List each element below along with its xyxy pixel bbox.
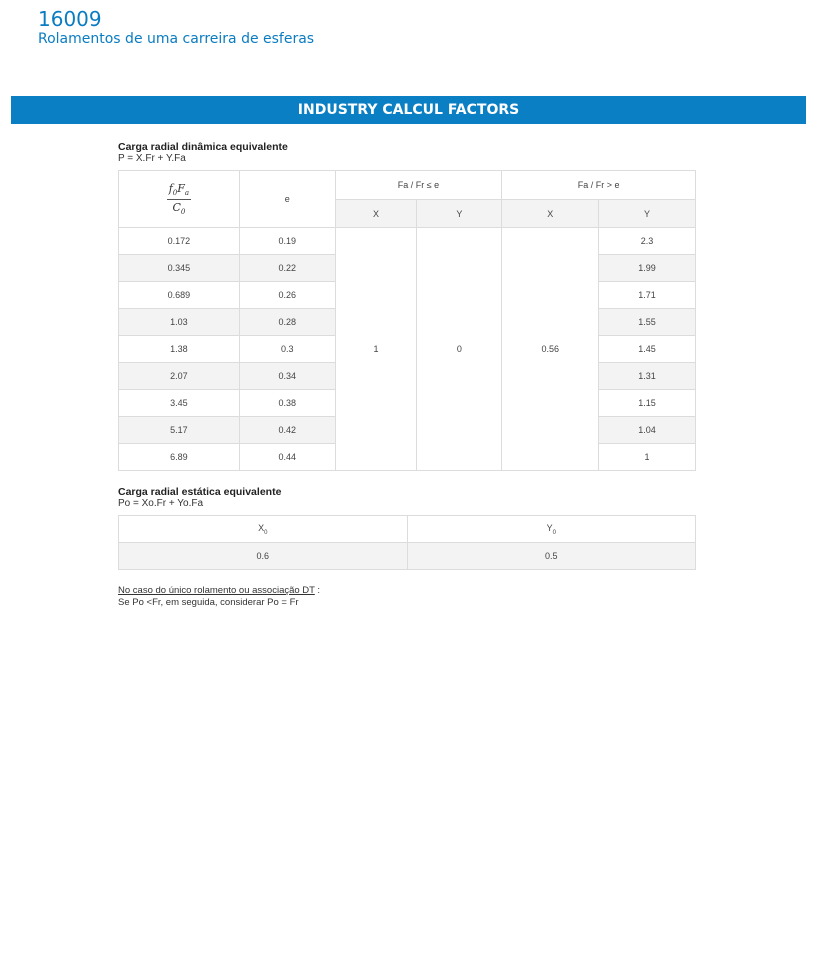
e-cell: 0.28 bbox=[239, 309, 335, 336]
group2-y-cell: 2.3 bbox=[599, 228, 696, 255]
x0-header-label: X bbox=[258, 522, 265, 533]
section-band bbox=[11, 96, 806, 124]
static-load-heading bbox=[118, 486, 281, 510]
ratio-cell: 3.45 bbox=[119, 390, 240, 417]
e-cell: 0.19 bbox=[239, 228, 335, 255]
group2-x-value: 0.56 bbox=[502, 228, 599, 471]
group2-header: Fa / Fr > e bbox=[502, 171, 696, 200]
y0-header-label: Y bbox=[546, 522, 553, 533]
ratio-cell: 0.345 bbox=[119, 255, 240, 282]
group2-y-header: Y bbox=[599, 200, 696, 228]
bearing-code: 16009 bbox=[38, 7, 102, 31]
x0-header-sub: 0 bbox=[264, 529, 268, 536]
group2-y-cell: 1.71 bbox=[599, 282, 696, 309]
group2-y-cell: 1.15 bbox=[599, 390, 696, 417]
group2-y-cell: 1.31 bbox=[599, 363, 696, 390]
note-heading-colon: : bbox=[314, 585, 321, 596]
dynamic-load-title: Carga radial dinâmica equivalente bbox=[118, 141, 288, 153]
ratio-cell: 5.17 bbox=[119, 417, 240, 444]
group1-y-header: Y bbox=[417, 200, 502, 228]
single-bearing-note bbox=[118, 585, 320, 609]
x0-header bbox=[119, 516, 408, 543]
note-line-1 bbox=[118, 585, 320, 597]
y0-header bbox=[407, 516, 696, 543]
x0-value: 0.6 bbox=[119, 543, 408, 570]
ratio-cell: 1.03 bbox=[119, 309, 240, 336]
group2-x-header: X bbox=[502, 200, 599, 228]
e-cell: 0.42 bbox=[239, 417, 335, 444]
table-row bbox=[119, 228, 696, 255]
group2-y-cell: 1.55 bbox=[599, 309, 696, 336]
ratio-cell: 1.38 bbox=[119, 336, 240, 363]
group2-y-cell: 1 bbox=[599, 444, 696, 471]
e-cell: 0.44 bbox=[239, 444, 335, 471]
e-cell: 0.38 bbox=[239, 390, 335, 417]
e-cell: 0.26 bbox=[239, 282, 335, 309]
ratio-formula-symbol: $\frac{f_0F_a}{C_0}$ bbox=[168, 182, 190, 216]
ratio-cell: 2.07 bbox=[119, 363, 240, 390]
e-header: e bbox=[239, 171, 335, 228]
dynamic-load-heading bbox=[118, 141, 288, 165]
ratio-header bbox=[119, 171, 240, 228]
static-load-formula: Po = Xo.Fr + Yo.Fa bbox=[118, 498, 204, 509]
ratio-cell: 6.89 bbox=[119, 444, 240, 471]
group1-y-value: 0 bbox=[417, 228, 502, 471]
e-cell: 0.22 bbox=[239, 255, 335, 282]
page-header bbox=[38, 8, 314, 48]
group1-x-value: 1 bbox=[335, 228, 417, 471]
group2-y-cell: 1.04 bbox=[599, 417, 696, 444]
y0-header-sub: 0 bbox=[552, 529, 556, 536]
bearing-subtitle: Rolamentos de uma carreira de esferas bbox=[38, 31, 315, 47]
e-cell: 0.34 bbox=[239, 363, 335, 390]
ratio-cell: 0.172 bbox=[119, 228, 240, 255]
group1-header: Fa / Fr ≤ e bbox=[335, 171, 502, 200]
ratio-cell: 0.689 bbox=[119, 282, 240, 309]
e-cell: 0.3 bbox=[239, 336, 335, 363]
note-heading: No caso do único rolamento ou associação DT bbox=[118, 585, 315, 596]
static-load-title: Carga radial estática equivalente bbox=[118, 486, 282, 498]
section-band-title: INDUSTRY CALCUL FACTORS bbox=[297, 102, 520, 118]
note-line-2: Se Po <Fr, em seguida, considerar Po = Fr bbox=[118, 597, 299, 608]
y0-value: 0.5 bbox=[407, 543, 696, 570]
dynamic-load-formula: P = X.Fr + Y.Fa bbox=[118, 153, 186, 164]
static-load-table bbox=[118, 515, 696, 570]
dynamic-load-table bbox=[118, 170, 696, 471]
group2-y-cell: 1.99 bbox=[599, 255, 696, 282]
group1-x-header: X bbox=[335, 200, 417, 228]
group2-y-cell: 1.45 bbox=[599, 336, 696, 363]
